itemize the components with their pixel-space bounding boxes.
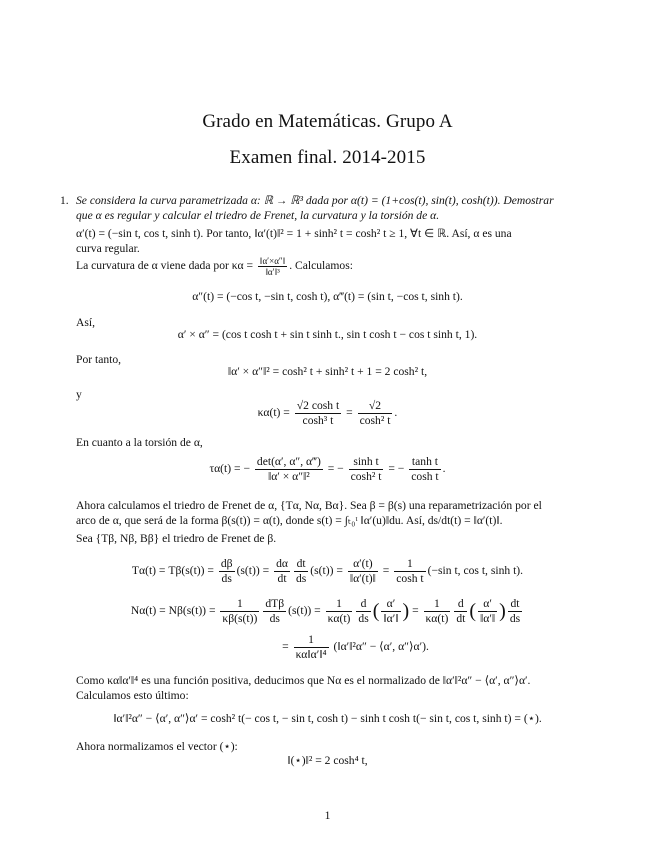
paragraph-regularity-1: α′(t) = (−sin t, cos t, sinh t). Por tanto, ‖α′(t)‖² = 1 + sinh² t = cosh² t ≥ 1, ∀t ∈ ℝ. Así, α es una	[76, 227, 512, 240]
normal-num-9: dt	[510, 597, 520, 610]
tangent-den-2: dt	[274, 571, 290, 586]
page-title: Grado en Matemáticas. Grupo A	[202, 111, 453, 132]
equation-normal	[0, 597, 655, 626]
tau-fraction-2	[349, 455, 384, 484]
kappa-equals: =	[346, 406, 353, 420]
paragraph-como-2: Calculamos esto último:	[76, 689, 189, 702]
kappa-den-1: cosh³ t	[295, 413, 341, 428]
paragraph-frenet-1: Ahora calculamos el triedro de Frenet de α, {Tα, Nα, Bα}. Sea β = β(s) una reparametrización por el	[76, 499, 542, 512]
tau-num-3: tanh t	[411, 455, 438, 468]
normal-frac-9	[508, 597, 522, 626]
normal-den-8: ‖α′‖	[480, 612, 496, 625]
equation-curvature	[0, 399, 655, 428]
normal-frac-4	[356, 597, 370, 626]
curvature-formula-line	[76, 256, 596, 277]
normal-paren-open-2: (	[469, 600, 477, 622]
tau-fraction-3	[409, 455, 440, 484]
paragraph-frenet-2: arco de α, que será de la forma β(s(t)) = α(t), donde s(t) = ∫ₜ₀ᵗ ‖α′(u)‖du. Así, ds/dt(t) = ‖α′(t)‖.	[76, 514, 503, 527]
normal-den-6: κα(t)	[425, 612, 449, 625]
tangent-frac-2	[274, 557, 290, 586]
normal-mid-2: =	[412, 604, 419, 618]
tau-lhs: τα(t) = −	[209, 462, 250, 476]
normal-paren-close-1: )	[402, 600, 410, 622]
tangent-lhs: Tα(t) = Tβ(s(t)) =	[131, 564, 214, 578]
tau-den-1: ‖α′ × α″‖²	[255, 469, 323, 484]
tangent-frac-3	[294, 557, 308, 586]
tangent-den-3: ds	[295, 572, 307, 585]
normal-num-4: d	[360, 597, 367, 610]
tangent-mid-3: =	[382, 564, 390, 578]
equation-tangent	[0, 557, 655, 586]
normal-frac-1	[220, 597, 259, 626]
normal-frac-8	[478, 597, 497, 626]
normal2-frac	[294, 633, 329, 662]
tangent-den-4: ‖α′(t)‖	[349, 572, 376, 585]
equation-star-norm: ‖(⋆)‖² = 2 cosh⁴ t,	[287, 754, 368, 767]
normal-num-1: 1	[236, 597, 243, 610]
text-torsion-intro: En cuanto a la torsión de α,	[76, 436, 203, 449]
equation-torsion	[0, 455, 655, 484]
text-asi: Así,	[76, 316, 96, 329]
normal-den-7: dt	[456, 612, 466, 625]
normal-frac-5	[381, 597, 400, 626]
equation-normal-continued	[28, 633, 655, 662]
problem-number: 1.	[60, 194, 69, 207]
kappa-fraction-1	[295, 399, 341, 428]
normal-paren-close-2: )	[499, 600, 506, 622]
tangent-num-1: dβ	[220, 557, 233, 570]
tau-num-1: det(α′, α″, α‴)	[256, 455, 321, 468]
curvature-fraction-num: ‖α′×α″‖	[259, 256, 286, 266]
page-subtitle: Examen final. 2014-2015	[229, 147, 426, 168]
tangent-num-2: dα	[276, 557, 288, 570]
tangent-frac-5	[394, 557, 425, 586]
kappa-fraction-2	[358, 399, 393, 428]
page-number: 1	[324, 809, 331, 822]
normal-num-2: dTβ	[265, 597, 285, 610]
kappa-num-2: √2	[368, 399, 382, 412]
curvature-fraction	[258, 256, 287, 277]
tangent-mid-1: (s(t)) =	[236, 564, 270, 578]
tangent-num-4: α′(t)	[353, 557, 373, 570]
normal-den-3: κα(t)	[327, 612, 351, 625]
curvature-text-post: . Calculamos:	[289, 259, 353, 273]
kappa-lhs: κα(t) =	[257, 406, 290, 420]
equation-star: ‖α′‖²α″ − ⟨α′, α″⟩α′ = cosh² t(− cos t, − sin t, cosh t) − sinh t cosh t(− sin t, cos t, sinh t) = (⋆).	[113, 712, 542, 725]
normal2-num: 1	[308, 633, 314, 646]
normal-den-1: κβ(s(t))	[222, 612, 258, 625]
normal-den-2: ds	[263, 611, 286, 626]
tau-equals-2: = −	[388, 462, 405, 476]
normal-frac-3	[326, 597, 353, 626]
tau-equals-1: = −	[327, 462, 344, 476]
kappa-period: .	[394, 406, 398, 420]
text-y: y	[76, 388, 82, 401]
paragraph-como-1: Como κα‖α′‖⁴ es una función positiva, deducimos que Nα es el normalizado de ‖α′‖²α″ − ⟨α′, α″⟩α′.	[76, 674, 531, 687]
text-normalizamos: Ahora normalizamos el vector (⋆):	[76, 740, 238, 753]
normal-num-3: 1	[336, 597, 342, 610]
kappa-den-2: cosh² t	[359, 414, 391, 427]
tangent-num-3: dt	[296, 557, 306, 570]
tau-num-2: sinh t	[353, 455, 379, 468]
text-por-tanto: Por tanto,	[76, 353, 122, 366]
tau-fraction-1	[255, 455, 323, 484]
equation-cross-norm: ‖α′ × α″‖² = cosh² t + sinh² t + 1 = 2 cosh² t,	[227, 365, 428, 378]
tangent-end: (−sin t, cos t, sinh t).	[427, 564, 524, 578]
tangent-den-1: ds	[219, 571, 235, 586]
kappa-num-1: √2 cosh t	[296, 399, 340, 412]
normal-num-7: d	[457, 597, 464, 610]
equation-cross-product: α′ × α″ = (cos t cosh t + sin t sinh t., sin t cosh t − cos t sinh t, 1).	[177, 328, 478, 341]
tau-den-3: cosh t	[411, 470, 439, 483]
normal-den-9: ds	[509, 612, 521, 625]
problem-statement-line-2: que α es regular y calcular el triedro de Frenet, la curvatura y la torsión de α.	[76, 209, 440, 222]
curvature-fraction-den: ‖α′‖³	[258, 266, 287, 277]
normal-den-4: ds	[358, 612, 369, 625]
tau-den-2: cosh² t	[350, 470, 382, 483]
normal-num-8: α′	[483, 597, 492, 610]
tangent-frac-4	[348, 557, 378, 586]
normal-mid-1: (s(t)) =	[288, 604, 321, 618]
tangent-den-5: cosh t	[396, 572, 424, 585]
tangent-mid-2: (s(t)) =	[310, 564, 343, 578]
tangent-frac-1	[219, 557, 235, 586]
normal2-den: κα‖α′‖⁴	[295, 648, 327, 661]
normal-frac-2	[263, 597, 286, 626]
equation-second-third-derivative: α″(t) = (−cos t, −sin t, cosh t), α‴(t) = (sin t, −cos t, sinh t).	[192, 290, 463, 303]
tangent-num-5: 1	[407, 557, 413, 570]
normal-num-6: 1	[434, 597, 440, 610]
problem-statement-line-1: Se considera la curva parametrizada α: ℝ → ℝ³ dada por α(t) = (1+cos(t), sin(t), cosh(t)). Demostrar	[76, 194, 554, 207]
normal-num-5: α′	[386, 597, 396, 610]
normal-frac-6	[424, 597, 451, 626]
normal-paren-open-1: (	[372, 600, 380, 622]
paragraph-regularity-2: curva regular.	[76, 242, 140, 255]
normal-den-5: ‖α′‖	[383, 612, 399, 625]
normal-lhs: Nα(t) = Nβ(s(t)) =	[130, 604, 216, 618]
curvature-text-pre: La curvatura de α viene dada por κα =	[76, 259, 254, 273]
normal-frac-7	[454, 597, 467, 626]
normal2-rest: (‖α′‖²α″ − ⟨α′, α″⟩α′).	[333, 640, 429, 654]
tau-period: .	[442, 462, 446, 476]
normal2-equals: =	[282, 640, 289, 654]
paragraph-frenet-3: Sea {Tβ, Nβ, Bβ} el triedro de Frenet de β.	[76, 532, 277, 545]
